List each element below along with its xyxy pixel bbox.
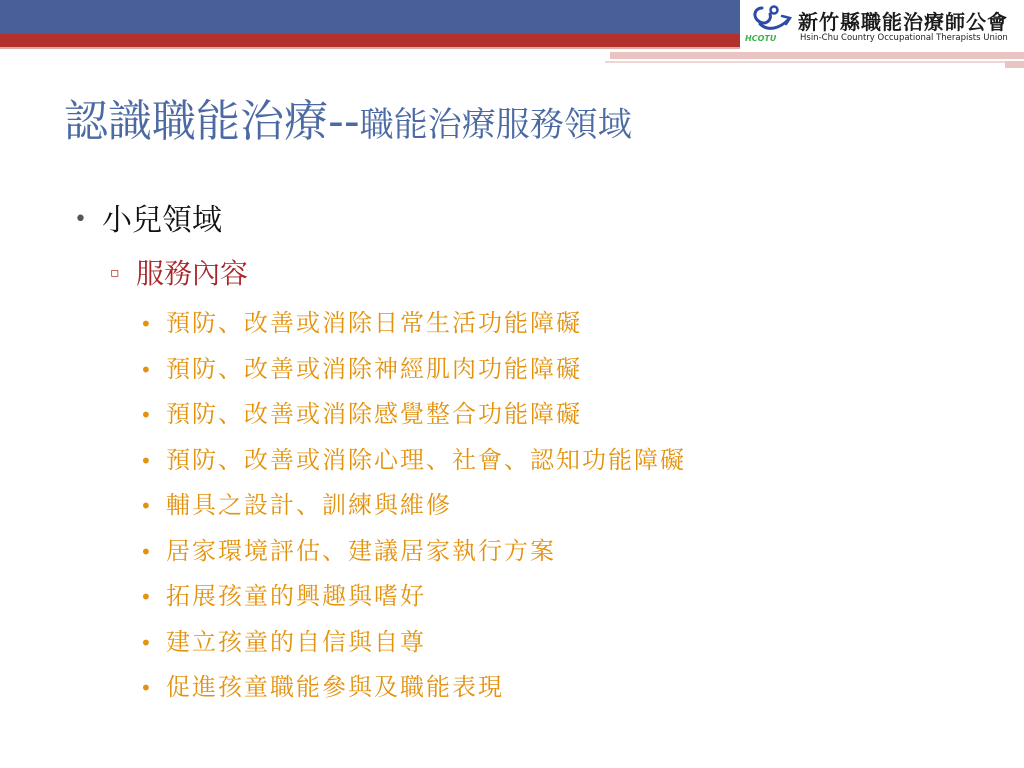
bullet-square-icon: ▫ <box>110 265 120 281</box>
header-band-blue <box>0 0 740 34</box>
bullet-dot-icon: • <box>140 403 152 427</box>
list-item <box>140 625 686 671</box>
header-rule-right <box>610 52 1024 59</box>
list-item <box>140 306 686 352</box>
bullet-level1-text: 小兒領域 <box>102 203 222 238</box>
bullet-dot-icon: • <box>140 357 152 382</box>
list-item <box>140 443 686 489</box>
service-list <box>140 306 686 716</box>
slide-title <box>64 96 632 147</box>
bullet-dot-icon: • <box>140 630 152 655</box>
list-item <box>140 488 686 534</box>
bullet-dot-icon: • <box>74 207 87 232</box>
list-item-text: 促進孩童職能參與及職能表現 <box>166 673 504 701</box>
header-rule-right-thin <box>605 61 1005 63</box>
list-item-text: 建立孩童的自信與自尊 <box>166 627 426 656</box>
header-band-red <box>0 34 740 47</box>
bullet-dot-icon: • <box>140 539 152 564</box>
list-item-text: 預防、改善或消除神經肌肉功能障礙 <box>166 354 582 383</box>
bullet-level2 <box>110 257 249 290</box>
list-item-text: 輔具之設計、訓練與維修 <box>166 491 452 519</box>
list-item <box>140 534 686 580</box>
slide-title-main: 認識職能治療 <box>64 96 328 147</box>
header-rule-right-end <box>1005 61 1024 68</box>
org-name-chinese: 新竹縣職能治療師公會 <box>798 10 1008 34</box>
bullet-level2-text: 服務內容 <box>136 257 249 290</box>
org-logo <box>742 0 1024 50</box>
list-item-text: 拓展孩童的興趣與嗜好 <box>166 582 426 610</box>
list-item <box>140 397 686 443</box>
org-name-english: Hsin-Chu Country Occupational Therapists Union <box>800 33 1008 43</box>
bullet-dot-icon: • <box>140 448 152 473</box>
bullet-level1 <box>74 203 222 238</box>
list-item <box>140 579 686 625</box>
list-item-text: 預防、改善或消除心理、社會、認知功能障礙 <box>166 445 686 474</box>
bullet-dot-icon: • <box>140 676 152 700</box>
bullet-dot-icon: • <box>140 312 152 336</box>
slide-title-sub: 職能治療服務領域 <box>359 105 632 145</box>
list-item-text: 預防、改善或消除日常生活功能障礙 <box>166 309 582 337</box>
list-item-text: 居家環境評估、建議居家執行方案 <box>166 536 556 565</box>
list-item-text: 預防、改善或消除感覺整合功能障礙 <box>166 400 582 428</box>
slide-title-separator: -- <box>328 96 360 147</box>
list-item <box>140 670 686 716</box>
bullet-dot-icon: • <box>140 585 152 609</box>
bullet-dot-icon: • <box>140 494 152 518</box>
logo-text: HCOTU <box>745 34 777 43</box>
list-item <box>140 352 686 398</box>
header-band-rule <box>0 47 740 49</box>
